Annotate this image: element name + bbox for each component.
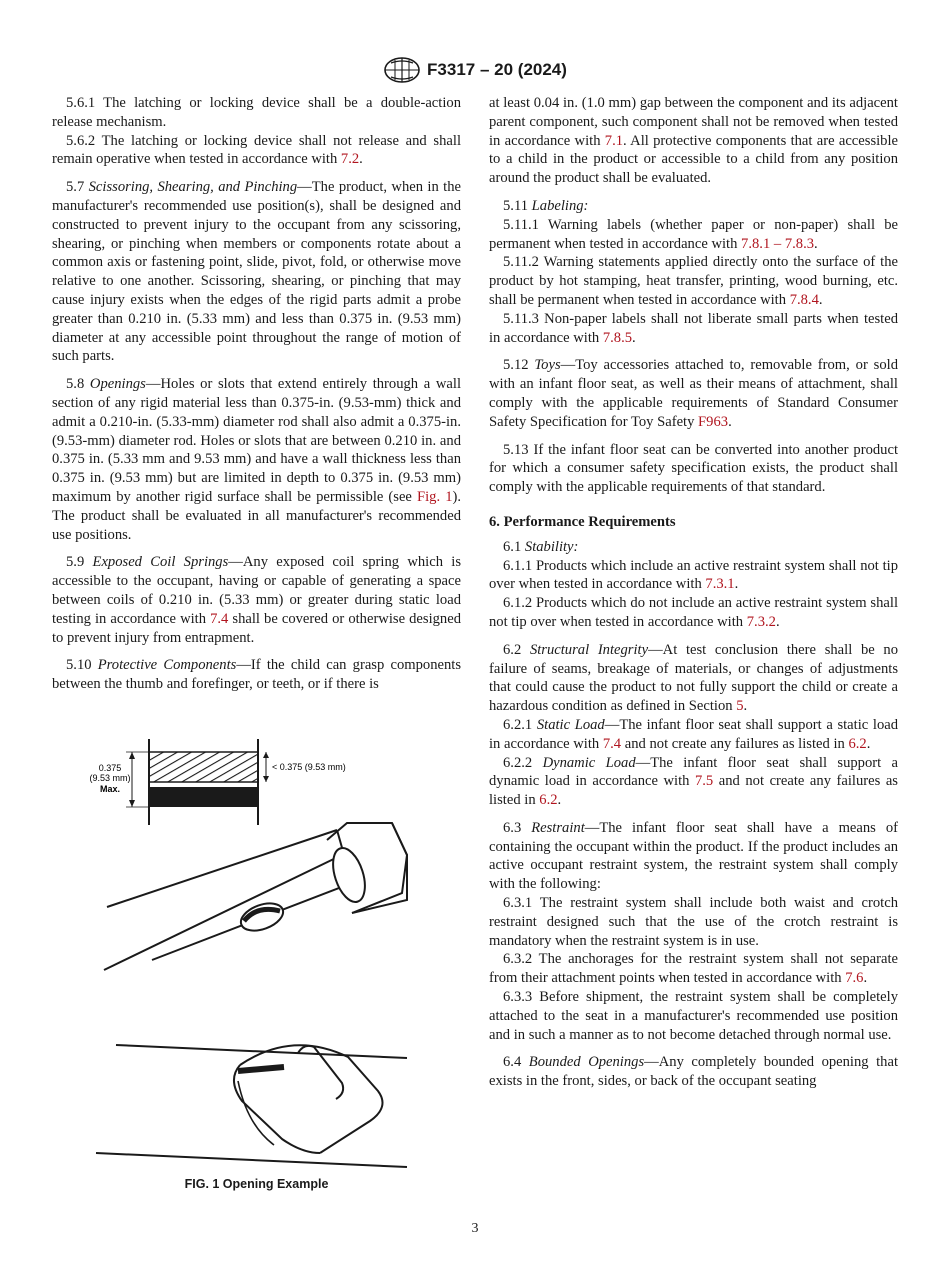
dim-label-right: < 0.375 (9.53 mm) — [272, 762, 346, 772]
ref-7-6[interactable]: 7.6 — [845, 970, 864, 987]
paragraph-6-4: 6.4 Bounded Openings—Any completely bounded opening that exists in the front, sides, or back of the occupant seating — [489, 1054, 898, 1090]
paragraph-6-2-2: 6.2.2 Dynamic Load—The infant floor seat shall support a dynamic load in accordance with 7.5 and not create any failures as listed in 6.2. — [489, 754, 899, 809]
left-column — [52, 94, 461, 694]
paragraph-6-3-1: 6.3.1 The restraint system shall include both waist and crotch restraint designed such that the use of the crotch restraint is mandatory when the restraint system is in use. — [489, 895, 898, 949]
paragraph-6-1-1: 6.1.1 Products which include an active restraint system shall not tip over when tested in accordance with 7.3.1. — [489, 557, 898, 593]
ref-7-4[interactable]: 7.4 — [210, 610, 229, 627]
dim-label-left-3: Max. — [99, 784, 121, 794]
paragraph-5-12: 5.12 Toys—Toy accessories attached to, removable from, or sold with an infant floor seat, as well as their means of attachment, shall comply with the applicable requirements of Standard Consumer Safety Specification for Toy Safety F963. — [489, 357, 898, 430]
paragraph-5-11-2: 5.11.2 Warning statements applied directly onto the surface of the product by hot stamping, heat transfer, printing, wood burning, etc. shall be permanent when tested in accordance with 7.8.4. — [489, 254, 898, 308]
paragraph-6-2-1: 6.2.1 Static Load—The infant floor seat shall support a static load in accordance with 7.4 and not create any failures as listed in 6.2. — [489, 716, 899, 752]
paragraph-5-7: 5.7 Scissoring, Shearing, and Pinching—The product, when in the manufacturer's recommended use position(s), shall be designed and constructed to prevent injury to the occupant from any scissoring, shearing, or pinching when members or components rotate about a common axis or fastening point, slide, pivot, fold, or otherwise move relative to one another. Scissoring, shearing, or pinching that may cause injury exists when the edges of the rigid parts admit a probe greater than 0.210 in. (5.33 mm) and less than 0.375 in. (9.53 mm) diameter at any accessible point throughout the range of motion of such parts. — [52, 179, 461, 365]
paragraph-5-8: 5.8 Openings—Holes or slots that extend entirely through a wall section of any rigid material less than 0.375-in. (9.53-mm) thick and admit a 0.210-in. (5.33-mm) diameter rod shall also admit a 0.375-in. (9.53-mm) diameter rod. Holes or slots that are between 0.210 in. and 0.375 in. (5.33 mm and 9.53 mm) and have a wall thickness less than 0.375 in. (9.53 mm) but are limited in depth to 0.375 in. (9.53 mm) maximum by another rigid surface shall be permissible (see Fig. 1). The product shall be evaluated in all manufacturer's recommended use positions. — [52, 376, 462, 543]
paragraph-5-6-1: 5.6.1 The latching or locking device shall be a double-action release mechanism. — [52, 95, 461, 130]
opening-example-illustration — [52, 735, 461, 1210]
page-number: 3 — [471, 1221, 479, 1236]
paragraph-6-3: 6.3 Restraint—The infant floor seat shall have a means of containing the occupant within the product. If the product includes an active occupant restraint system, the restraint system shall comply with the following: — [489, 819, 898, 893]
ref-7-3-1[interactable]: 7.3.1 — [705, 576, 735, 593]
ref-7-5[interactable]: 7.5 — [694, 773, 714, 790]
ref-6-2[interactable]: 6.2 — [539, 792, 558, 809]
dim-label-left-2: (9.53 mm) — [89, 773, 131, 783]
paragraph-5-11-1: 5.11.1 Warning labels (whether paper or non-paper) shall be permanent when tested in accordance with 7.8.1 – 7.8.3. — [489, 216, 898, 252]
ref-6-2[interactable]: 6.2 — [848, 735, 867, 752]
section-heading-6: 6. Performance Requirements — [489, 513, 676, 530]
paragraph-5-10-cont: at least 0.04 in. (1.0 mm) gap between the component and its adjacent parent component, such component shall not be removed when tested in accordance with 7.1. All protective components that are accessible to a child in the product or accessible to a child from any position around the product shall be evaluated. — [489, 95, 899, 187]
paragraph-6-3-3: 6.3.3 Before shipment, the restraint system shall be completely attached to the seat in a manufacturer's recommended use position and in such a manner as to not become detached through normal use. — [489, 989, 898, 1043]
ref-7-8-1[interactable]: 7.8.1 – 7.8.3 — [741, 235, 815, 252]
dim-label-left-1: 0.375 — [98, 763, 122, 773]
paragraph-5-11-3: 5.11.3 Non-paper labels shall not liberate small parts when tested in accordance with 7.8.5. — [489, 310, 898, 346]
ref-7-8-4[interactable]: 7.8.4 — [789, 291, 819, 308]
ref-section-5[interactable]: 5 — [736, 698, 744, 715]
figure-1 — [52, 735, 461, 1210]
ref-7-8-5[interactable]: 7.8.5 — [602, 329, 633, 346]
page-header — [0, 56, 950, 84]
paragraph-5-9: 5.9 Exposed Coil Springs—Any exposed coil spring which is accessible to the occupant, having or capable of generating a space between coils of 0.210 in. (5.33 mm) or greater during static load testing in accordance with 7.4 shall be covered or otherwise designed to prevent injury from entrapment. — [52, 554, 462, 646]
figure-caption: FIG. 1 Opening Example — [184, 1177, 329, 1191]
paragraph-6-1: 6.1 Stability: — [503, 538, 579, 555]
paragraph-5-10: 5.10 Protective Components—If the child can grasp components between the thumb and forefinger, or teeth, or if there is — [52, 657, 462, 693]
ref-7-4[interactable]: 7.4 — [602, 735, 622, 752]
ref-7-2[interactable]: 7.2 — [340, 151, 360, 168]
paragraph-6-2: 6.2 Structural Integrity—At test conclusion there shall be no failure of seams, breakage of materials, or changes of adjustments that could cause the product to not fully support the child or create a hazardous condition as defined in Section 5. — [489, 641, 899, 715]
ref-7-3-2[interactable]: 7.3.2 — [746, 613, 776, 630]
paragraph-5-11: 5.11 Labeling: — [503, 197, 589, 214]
paragraph-5-6-2: 5.6.2 The latching or locking device shall not release and shall remain operative when tested in accordance with 7.2. — [52, 132, 461, 168]
ref-fig-1[interactable]: Fig. 1 — [417, 488, 453, 505]
paragraph-5-13: 5.13 If the infant floor seat can be converted into another product for which a consumer safety specification exists, the product shall comply with the applicable requirements of that standard. — [489, 441, 898, 496]
document-designation: F3317 – 20 (2024) — [427, 60, 567, 79]
astm-logo-icon — [383, 57, 421, 83]
right-column — [489, 94, 898, 1091]
paragraph-6-3-2: 6.3.2 The anchorages for the restraint system shall not separate from their attachment points when tested in accordance with 7.6. — [489, 951, 898, 987]
ref-7-1[interactable]: 7.1 — [604, 132, 624, 149]
paragraph-6-1-2: 6.1.2 Products which do not include an active restraint system shall not tip over when tested in accordance with 7.3.2. — [489, 595, 898, 630]
ref-f963[interactable]: F963 — [698, 413, 729, 430]
